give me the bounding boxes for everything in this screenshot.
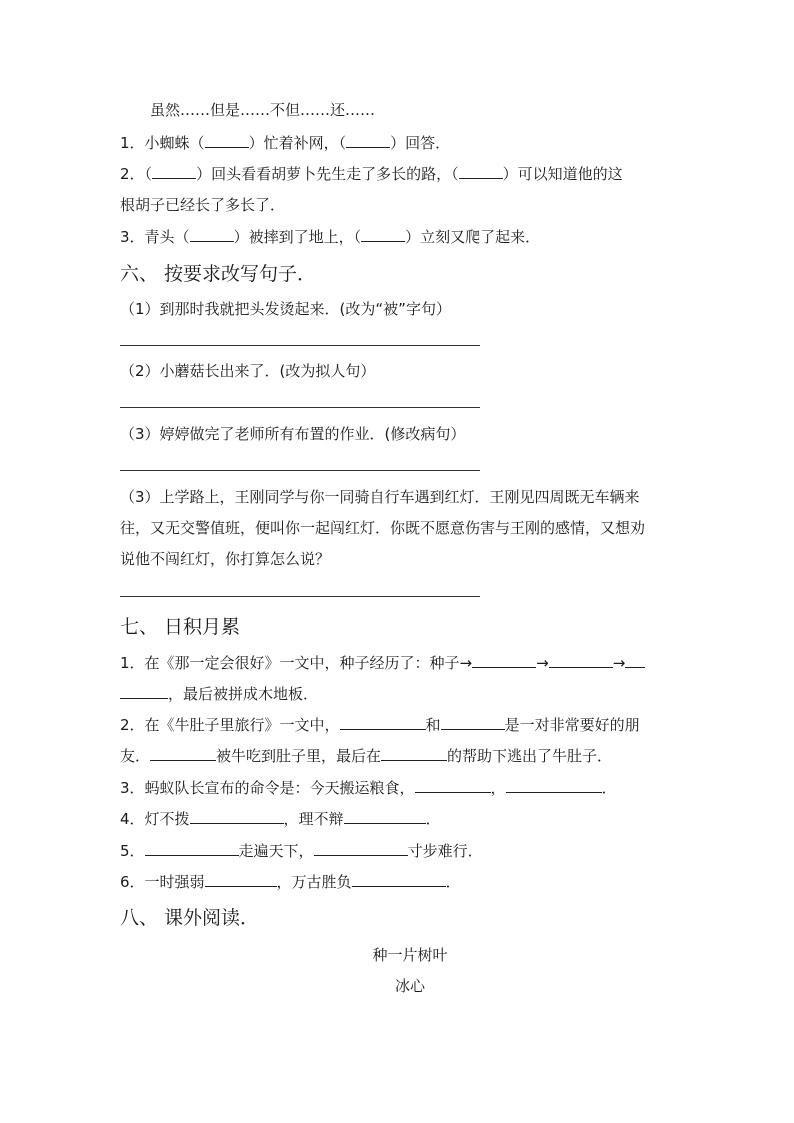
- conjunction-options: 虽然……但是……不但……还……: [150, 101, 376, 119]
- blank[interactable]: [441, 715, 505, 730]
- blank[interactable]: [190, 809, 284, 824]
- blank[interactable]: [506, 778, 602, 793]
- blank[interactable]: [625, 653, 645, 668]
- fill-question-1: 1．小蜘蛛（ ）忙着补网，（ ）回答．: [120, 134, 451, 152]
- recall-question-3: 3．蚂蚁队长宣布的命令是：今天搬运粮食， ， ．: [120, 779, 617, 797]
- blank[interactable]: [472, 653, 536, 668]
- rewrite-item-2: （2）小蘑菇长出来了．(改为拟人句）: [120, 362, 376, 380]
- answer-line-2[interactable]: [120, 407, 480, 408]
- blank[interactable]: [346, 133, 390, 148]
- recall-question-2-cont: 友． 被牛吃到肚子里，最后在 的帮助下逃出了牛肚子．: [120, 747, 613, 765]
- answer-line-4[interactable]: [120, 596, 480, 597]
- blank[interactable]: [415, 778, 491, 793]
- blank[interactable]: [205, 133, 249, 148]
- story-author: 冰心: [394, 977, 425, 995]
- answer-line-3[interactable]: [120, 470, 480, 471]
- blank[interactable]: [190, 227, 234, 242]
- recall-question-1-cont: ，最后被拼成木地板．: [120, 684, 318, 704]
- fill-question-2-cont: 根胡子已经长了多长了．: [120, 196, 286, 214]
- blank[interactable]: [361, 227, 405, 242]
- blank[interactable]: [120, 684, 168, 699]
- answer-line-1[interactable]: [120, 345, 480, 346]
- rewrite-item-1: （1）到那时我就把头发烫起来．(改为“被”字句）: [120, 300, 451, 318]
- blank[interactable]: [314, 841, 408, 856]
- recall-question-2: 2．在《牛肚子里旅行》一文中， 和 是一对非常要好的朋: [120, 716, 640, 734]
- section-6-heading: 六、 按要求改写句子．: [120, 263, 317, 285]
- blank[interactable]: [205, 872, 277, 887]
- fill-question-2: 2．（ ）回头看看胡萝卜先生走了多长的路，（ ）可以知道他的这: [120, 165, 623, 183]
- blank[interactable]: [549, 653, 613, 668]
- story-title: 种一片树叶: [372, 946, 448, 964]
- blank[interactable]: [344, 809, 426, 824]
- rewrite-item-4-line-3: 说他不闯红灯，你打算怎么说？: [120, 550, 331, 568]
- rewrite-item-4-line-1: （3）上学路上，王刚同学与你一同骑自行车遇到红灯．王刚见四周既无车辆来: [120, 488, 640, 506]
- blank[interactable]: [381, 746, 447, 761]
- blank[interactable]: [340, 715, 426, 730]
- section-8-heading: 八、 课外阅读．: [120, 907, 260, 929]
- recall-question-4: 4．灯不拨 ，理不辩 ．: [120, 810, 441, 828]
- recall-question-1: 1．在《那一定会很好》一文中，种子经历了：种子→ → →: [120, 653, 645, 673]
- blank[interactable]: [150, 746, 216, 761]
- blank[interactable]: [459, 164, 503, 179]
- rewrite-item-3: （3）婷婷做完了老师所有布置的作业．(修改病句）: [120, 425, 466, 443]
- fill-question-3: 3．青头（ ）被摔到了地上，（ ）立刻又爬了起来．: [120, 228, 541, 246]
- section-7-heading: 七、 日积月累: [120, 616, 241, 638]
- rewrite-item-4-line-2: 往，又无交警值班，便叫你一起闯红灯．你既不愿意伤害与王刚的感情，又想劝: [120, 519, 646, 537]
- recall-question-6: 6．一时强弱 ，万古胜负 ．: [120, 873, 461, 891]
- blank[interactable]: [145, 841, 239, 856]
- blank[interactable]: [152, 164, 196, 179]
- blank[interactable]: [352, 872, 446, 887]
- recall-question-5: 5． 走遍天下， 寸步难行．: [120, 842, 483, 860]
